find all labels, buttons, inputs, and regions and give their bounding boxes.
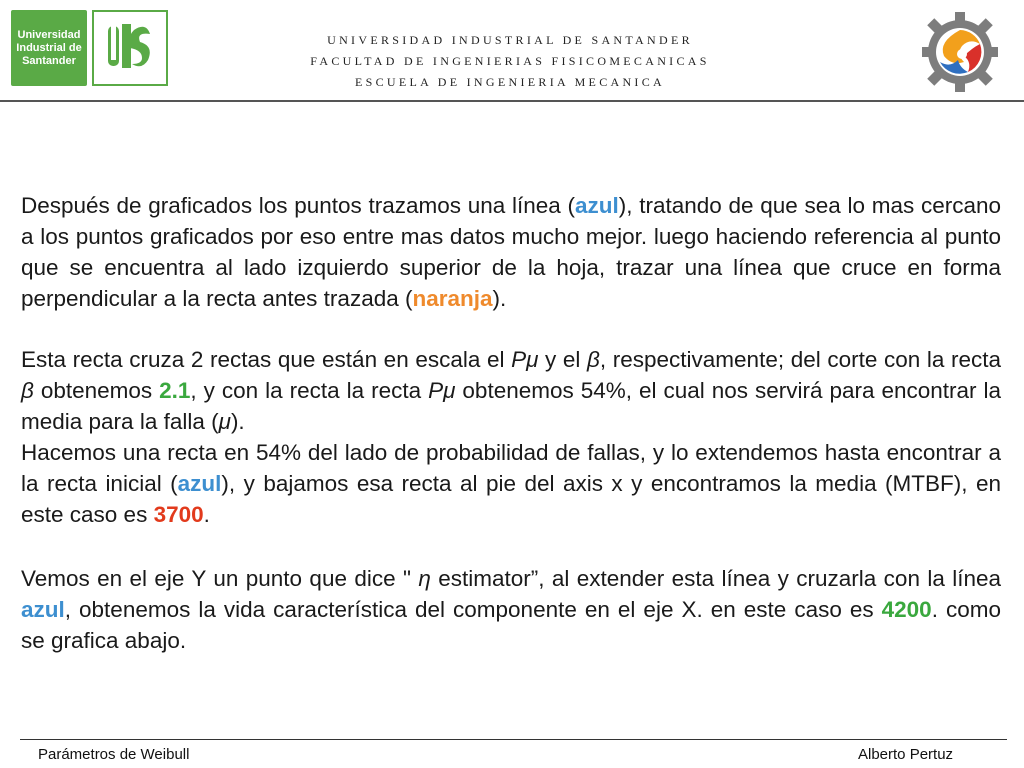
slide-header — [0, 0, 1024, 100]
header-divider — [0, 100, 1024, 102]
p3-azul-highlight: azul — [177, 471, 222, 496]
p2-text-f: obtenemos 54%, el cual nos servirá para encontrar la media para la falla ( — [21, 378, 1001, 434]
p2-pmu-symbol-2: Pμ — [428, 378, 456, 403]
p2-text-b: y el — [538, 347, 588, 372]
faculty-name: FACULTAD DE INGENIERIAS FISICOMECANICAS — [310, 54, 710, 68]
footer-title: Parámetros de Weibull — [38, 746, 190, 763]
p2-text-a: Esta recta cruza 2 rectas que están en escala el — [21, 347, 512, 372]
p4-eta-symbol: η — [418, 566, 431, 591]
p4-text-c: , obtenemos la vida característica del componente en el eje X. en este caso es — [64, 597, 882, 622]
paragraph-2 — [21, 344, 1001, 437]
university-logo — [11, 10, 87, 86]
p2-mu-symbol: μ — [218, 409, 231, 434]
p4-text-d: . como se grafica abajo. — [21, 597, 1001, 653]
p2-text-e: , y con la recta la recta — [190, 378, 429, 403]
p2-pmu-symbol: Pμ — [511, 347, 539, 372]
p2-beta-symbol-2: β — [21, 378, 34, 403]
p1-text-a: Después de graficados los puntos trazamos una línea ( — [21, 193, 576, 218]
p4-text-b: estimator”, al extender esta línea y cruzarla con la línea — [430, 566, 1001, 591]
footer-divider — [20, 739, 1007, 740]
school-name: ESCUELA DE INGENIERIA MECANICA — [355, 75, 665, 89]
p3-text-b: ), y bajamos esa recta al pie del axis x y encontramos la media (MTBF), en este caso es — [21, 471, 1001, 527]
paragraph-1 — [21, 190, 1001, 314]
p1-naranja-highlight: naranja — [412, 286, 493, 311]
p4-characteristic-life-value: 4200 — [881, 597, 932, 622]
paragraph-4 — [21, 563, 1001, 656]
p1-text-b: ), tratando de que sea lo mas cercano a los puntos graficados por eso entre mas datos mucho mejor. luego haciendo referencia al punto que se encuentra al lado izquierdo superior de la hoja, trazar una línea que cruce en forma perpendicular a la recta antes trazada ( — [21, 193, 1001, 311]
p2-beta-symbol: β — [587, 347, 600, 372]
p3-mtbf-value: 3700 — [153, 502, 204, 527]
slide-body — [21, 190, 1001, 656]
logo-line-1: Universidad — [17, 28, 81, 41]
university-name: UNIVERSIDAD INDUSTRIAL DE SANTANDER — [327, 33, 693, 47]
p3-text-a: Hacemos una recta en 54% del lado de probabilidad de fallas, y lo extendemos hasta encontrar a la recta inicial ( — [21, 440, 1001, 496]
p2-text-d: obtenemos — [33, 378, 160, 403]
p4-azul-highlight: azul — [21, 597, 65, 622]
logo-line-2: Industrial de — [16, 41, 82, 54]
uis-emblem-icon — [94, 12, 166, 84]
p1-text-c: ). — [492, 286, 507, 311]
p3-text-c: . — [203, 502, 210, 527]
p1-azul-highlight: azul — [575, 193, 619, 218]
p2-text-c: , respectivamente; del corte con la recta — [599, 347, 1001, 372]
paragraph-3 — [21, 437, 1001, 530]
p2-text-g: ). — [230, 409, 245, 434]
mechanical-school-gear-icon — [918, 6, 1002, 96]
institution-heading — [290, 30, 730, 93]
logo-line-3: Santander — [22, 54, 76, 67]
footer-author: Alberto Pertuz — [858, 746, 954, 763]
p4-text-a: Vemos en el eje Y un punto que dice " — [21, 566, 419, 591]
p2-beta-value: 2.1 — [159, 378, 191, 403]
uis-emblem-logo — [92, 10, 168, 86]
